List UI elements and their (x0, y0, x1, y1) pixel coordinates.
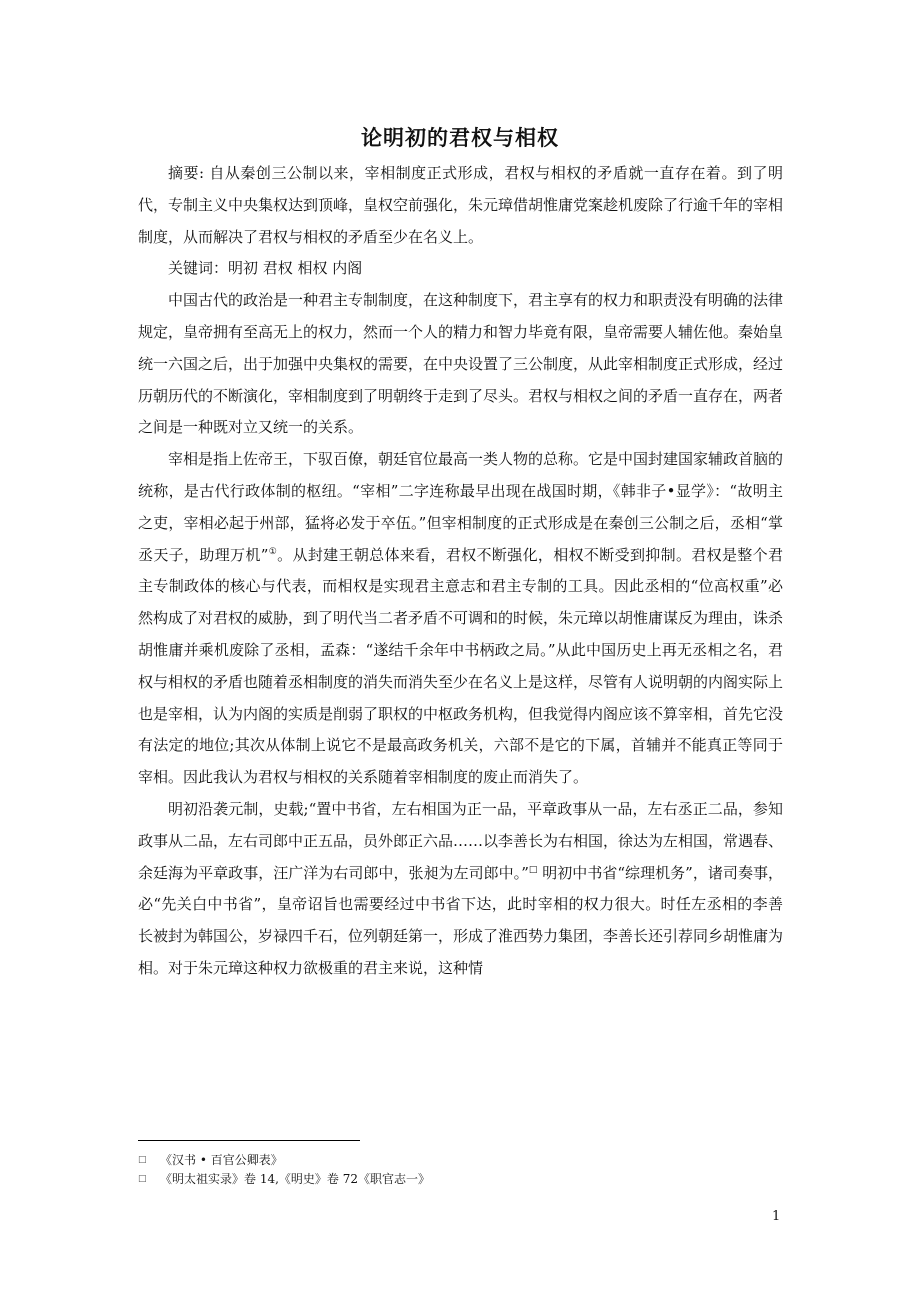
footnote-item (138, 1151, 783, 1170)
footnote-divider (138, 1140, 360, 1141)
body-paragraph-1: 中国古代的政治是一种君主专制制度，在这种制度下，君主享有的权力和职责没有明确的法律规定，皇帝拥有至高无上的权力，然而一个人的精力和智力毕竟有限，皇帝需要人辅佐他。秦始皇统一六国之后，出于加强中央集权的需要，在中央设置了三公制度，从此宰相制度正式形成，经过历朝历代的不断演化，宰相制度到了明朝终于走到了尽头。君权与相权之间的矛盾一直存在，两者之间是一种既对立又统一的关系。 (138, 291, 784, 437)
paragraph-3-text-a: 明初沿袭元制，史载;“置中书省，左右相国为正一品，平章政事从一品，左右丞正二品，参知政事从二品，左右司郎中正五品，员外郎正六品……以李善长为右相国，徐达为左相国，常遇春、余廷海为平章政事，汪广洋为右司郎中，张昶为左司郎中。” (138, 799, 784, 882)
body-paragraph-3 (138, 794, 783, 985)
footnote-item (138, 1170, 783, 1189)
footnote-text: 《明太祖实录》卷 14,《明史》卷 72《职官志一》 (160, 1172, 430, 1186)
page-title: 论明初的君权与相权 (361, 125, 559, 150)
body-paragraph-2 (138, 444, 783, 794)
footnote-mark: □ (138, 1174, 147, 1184)
document-body (138, 158, 783, 985)
paragraph-3-text-b: 明初中书省“综理机务”，诸司奏事，必“先关白中书省”，皇帝诏旨也需要经过中书省下达，此时宰相的权力很大。时任左丞相的李善长被封为韩国公，岁禄四千石，位列朝廷第一，形成了淮西势力集团，李善长还引荐同乡胡惟庸为相。对于朱元璋这种权力欲极重的君主来说，这种情 (138, 863, 784, 977)
footnote-reference-2[interactable]: □ (528, 864, 538, 875)
keywords-paragraph: 关键词：明初 君权 相权 内阁 (168, 259, 363, 278)
footnote-text: 《汉书 • 百官公卿表》 (160, 1153, 283, 1167)
page-number: 1 (772, 1209, 781, 1224)
footnote-mark: □ (138, 1155, 147, 1165)
footnotes (138, 1151, 783, 1189)
paragraph-2-text-a: 宰相是指上佐帝王，下驭百僚，朝廷官位最高一类人物的总称。它是中国封建国家辅政首脑的统称，是古代行政体制的枢纽。“宰相”二字连称最早出现在战国时期，《韩非子•显学》：“故明主之吏，宰相必起于州部，猛将必发于卒伍。”但宰相制度的正式形成是在秦创三公制之后，丞相“掌丞天子，助理万机” (138, 450, 784, 564)
abstract-paragraph: 摘要: 自从秦创三公制以来，宰相制度正式形成，君权与相权的矛盾就一直存在着。到了明代，专制主义中央集权达到顶峰，皇权空前强化，朱元璋借胡惟庸党案趁机废除了行逾千年的宰相制度，从而解决了君权与相权的矛盾至少在名义上。 (138, 164, 784, 246)
paragraph-2-text-b: 。从封建王朝总体来看，君权不断强化，相权不断受到抑制。君权是整个君主专制政体的核心与代表，而相权是实现君主意志和君主专制的工具。因此丞相的“位高权重”必然构成了对君权的威胁，到了明代当二者矛盾不可调和的时候，朱元璋以胡惟庸谋反为理由，诛杀胡惟庸并乘机废除了丞相，孟森：“遂结千余年中书柄政之局。”从此中国历史上再无丞相之名，君权与相权的矛盾也随着丞相制度的消失而消失至少在名义上是这样，尽管有人说明朝的内阁实际上也是宰相，认为内阁的实质是削弱了职权的中枢政务机构，但我觉得内阁应该不算宰相，首先它没有法定的地位;其次从体制上说它不是最高政务机关，六部不是它的下属，首辅并不能真正等同于宰相。因此我认为君权与相权的关系随着宰相制度的废止而消失了。 (138, 545, 784, 787)
footnote-reference-1[interactable]: ① (268, 546, 278, 557)
